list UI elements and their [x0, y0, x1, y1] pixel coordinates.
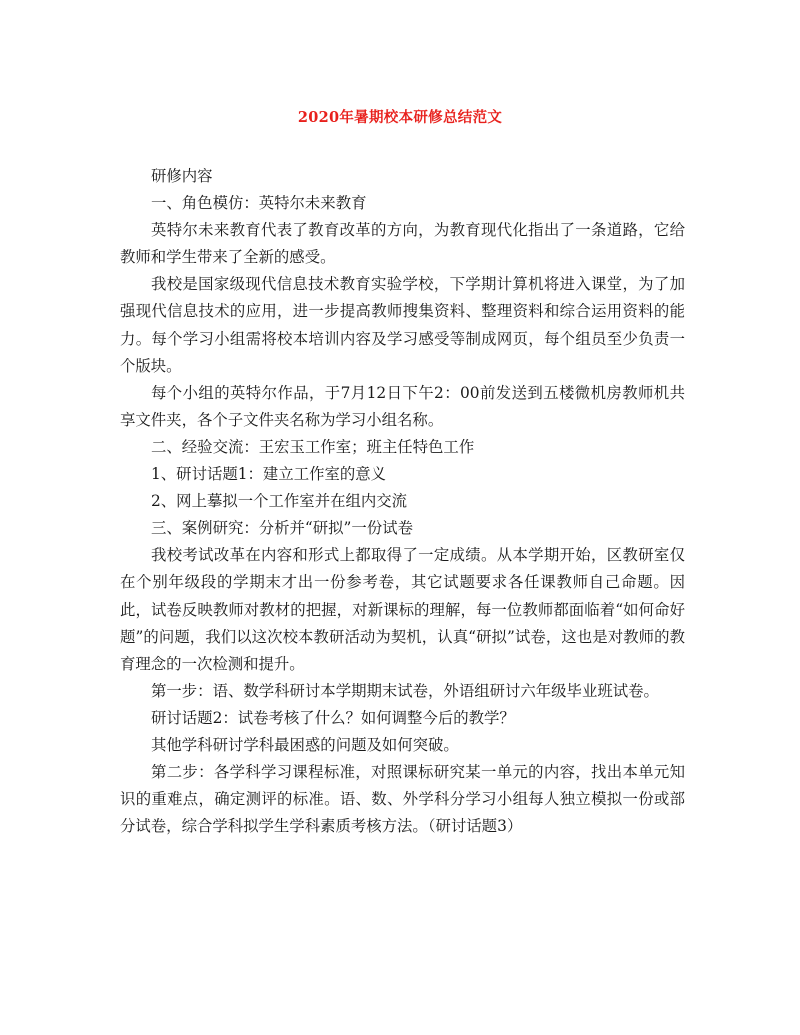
paragraph: 我校考试改革在内容和形式上都取得了一定成绩。从本学期开始，区教研室仅在个别年级段的学期末才出一份参考卷，其它试题要求各任课教师自己命题。因此，试卷反映教师对教材的把握，对新课标的理解，每一位教师都面临着“如何命好题”的问题，我们以这次校本教研活动为契机，认真“研拟”试卷，这也是对教师的教育理念的一次检测和提升。 [120, 546, 685, 673]
paragraph: 研讨话题2：试卷考核了什么？如何调整今后的教学？ [151, 708, 515, 727]
document-title: 2020年暑期校本研修总结范文 [297, 109, 503, 126]
section-heading-content: 研修内容 [151, 167, 213, 185]
section-heading-case-study: 三、案例研究：分析并“研拟”一份试卷 [151, 519, 413, 538]
paragraph: 第一步：语、数学科研讨本学期期末试卷，外语组研讨六年级毕业班试卷。 [151, 681, 659, 700]
list-item: 2、网上摹拟一个工作室并在组内交流 [151, 492, 408, 511]
paragraph: 英特尔未来教育代表了教育改革的方向，为教育现代化指出了一条道路，它给教师和学生带来了全新的感受。 [120, 221, 685, 267]
document-body [120, 163, 685, 840]
list-item: 1、研讨话题1：建立工作室的意义 [151, 465, 387, 484]
section-heading-experience-exchange: 二、经验交流：王宏玉工作室；班主任特色工作 [151, 437, 475, 456]
paragraph: 每个小组的英特尔作品，于7月12日下午2：00前发送到五楼微机房教师机共享文件夹，各个子文件夹名称为学习小组名称。 [120, 383, 685, 429]
paragraph: 其他学科研讨学科最困惑的问题及如何突破。 [151, 735, 459, 754]
section-heading-role-imitation: 一、角色模仿：英特尔未来教育 [151, 194, 367, 213]
paragraph: 我校是国家级现代信息技术教育实验学校，下学期计算机将进入课堂，为了加强现代信息技术的应用，进一步提高教师搜集资料、整理资料和综合运用资料的能力。每个学习小组需将校本培训内容及学习感受等制成网页，每个组员至少负责一个版块。 [120, 275, 685, 375]
paragraph: 第二步：各学科学习课程标准，对照课标研究某一单元的内容，找出本单元知识的重难点，确定测评的标准。语、数、外学科分学习小组每人独立模拟一份或部分试卷，综合学科拟学生学科素质考核方法。（研讨话题3） [120, 763, 685, 836]
